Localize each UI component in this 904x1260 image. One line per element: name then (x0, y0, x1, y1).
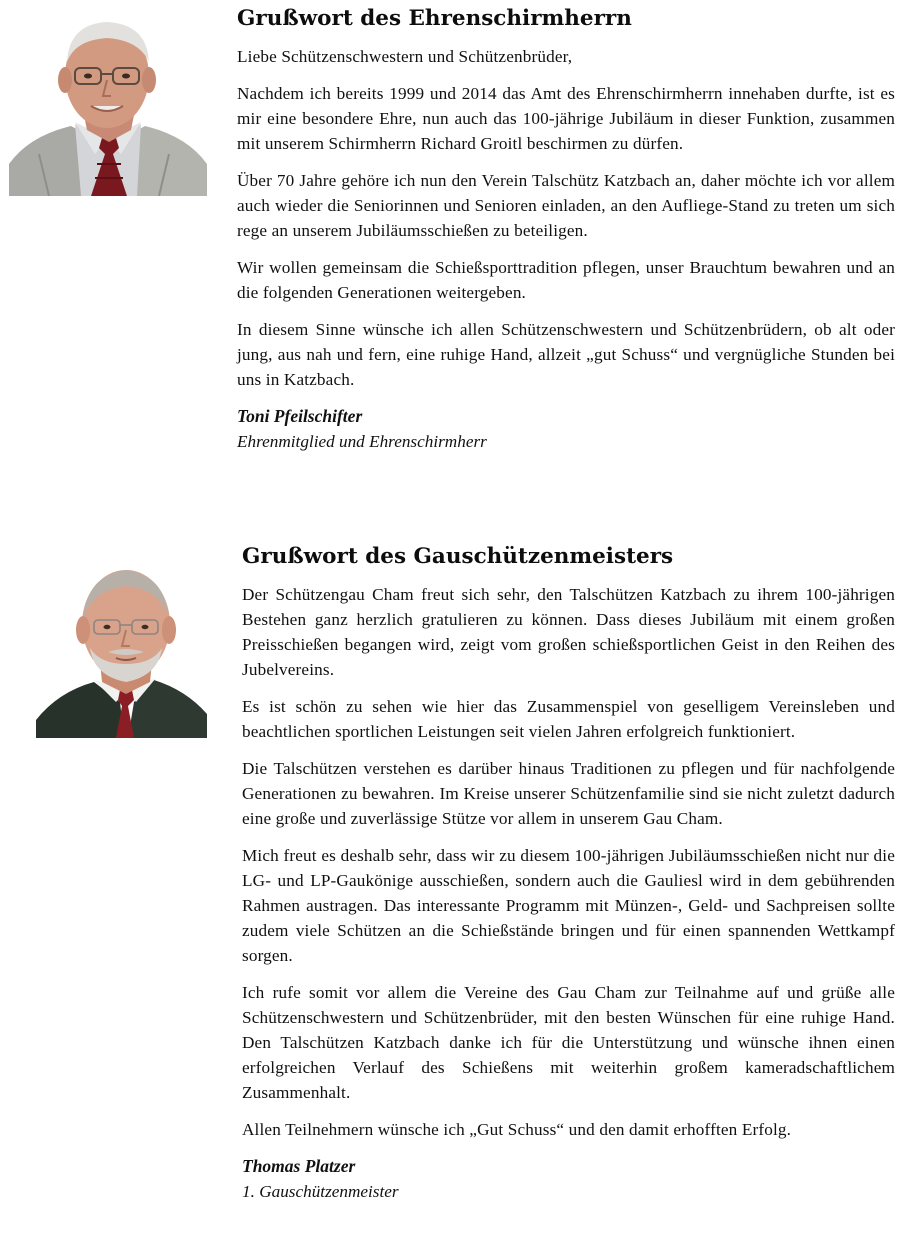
portrait-photo-thomas-platzer (36, 552, 207, 738)
greeting-paragraph: Über 70 Jahre gehöre ich nun den Verein Talschütz Katzbach an, daher möchte ich vor allem auch wieder die Seniorinnen und Senioren einladen, an den Aufliege-Stand zu treten um sich rege an unserem Jubiläumsschießen zu beteiligen. (237, 171, 895, 240)
signature-name: Toni Pfeilschifter (237, 406, 363, 426)
greeting-paragraph: Wir wollen gemeinsam die Schießsporttradition pflegen, unser Brauchtum bewahren und an die folgenden Generationen weitergeben. (237, 258, 895, 302)
greeting-paragraph: Mich freut es deshalb sehr, dass wir zu diesem 100-jährigen Jubiläumsschießen nicht nur die LG- und LP-Gaukönige ausschießen, sondern auch die Gauliesl wird in dem gebührenden Rahmen austragen. Das interessante Programm mit Münzen-, Geld- und Sachpreisen sollte zudem viele Schützen an die Schießstände bringen und für einen spannenden Wettkampf sorgen. (242, 846, 895, 965)
greeting-paragraph: Nachdem ich bereits 1999 und 2014 das Amt des Ehrenschirmherrn innehaben durfte, ist es mir eine besondere Ehre, nun auch das 100-jährige Jubiläum in dieser Funktion, zusammen mit unserem Schirmherrn Richard Groitl beschirmen zu dürfen. (237, 84, 895, 153)
portrait-photo-toni-pfeilschifter (9, 14, 207, 196)
greeting-paragraph: Es ist schön zu sehen wie hier das Zusammenspiel von geselligem Vereinsleben und beachtlichen sportlichen Leistungen seit vielen Jahren erfolgreich funktioniert. (242, 697, 895, 741)
greeting-paragraph: In diesem Sinne wünsche ich allen Schützenschwestern und Schützenbrüdern, ob alt oder jung, aus nah und fern, eine ruhige Hand, allzeit „gut Schuss“ und vergnügliche Stunden bei uns in Katzbach. (237, 320, 895, 389)
signature-role: Ehrenmitglied und Ehrenschirmherr (237, 432, 487, 451)
greeting-title: Grußwort des Ehrenschirmherrn (237, 6, 632, 31)
greeting-text-column (242, 544, 895, 1204)
greeting-paragraph: Allen Teilnehmern wünsche ich „Gut Schuss“ und den damit erhofften Erfolg. (242, 1120, 792, 1139)
greeting-paragraph: Der Schützengau Cham freut sich sehr, den Talschützen Katzbach zu ihrem 100-jährigen Bestehen ganz herzlich gratulieren zu können. Dass dieses Jubiläum mit einem großen Preisschießen begangen wird, zeigt vom großen schießsportlichen Geist in den Reihen des Jubelvereins. (242, 585, 895, 679)
signature-name: Thomas Platzer (242, 1156, 356, 1176)
greeting-text-column (237, 6, 895, 454)
greeting-title: Grußwort des Gauschützenmeisters (242, 544, 674, 569)
signature-role: 1. Gauschützenmeister (242, 1182, 399, 1201)
greeting-paragraph: Ich rufe somit vor allem die Vereine des Gau Cham zur Teilnahme auf und grüße alle Schützenschwestern und Schützenbrüder, mit den besten Wünschen für eine ruhige Hand. Den Talschützen Katzbach danke ich für die Unterstützung und wünsche ihnen einen erfolgreichen Verlauf des Schießens mit weiterhin großem kameradschaftlichem Zusammenhalt. (242, 983, 895, 1102)
greeting-paragraph: Die Talschützen verstehen es darüber hinaus Traditionen zu pflegen und für nachfolgende Generationen zu bewahren. Im Kreise unserer Schützenfamilie sind sie nicht zuletzt dadurch eine große und zuverlässige Stütze vor allem in unserem Gau Cham. (242, 759, 895, 828)
greeting-salutation: Liebe Schützenschwestern und Schützenbrüder, (237, 47, 573, 66)
